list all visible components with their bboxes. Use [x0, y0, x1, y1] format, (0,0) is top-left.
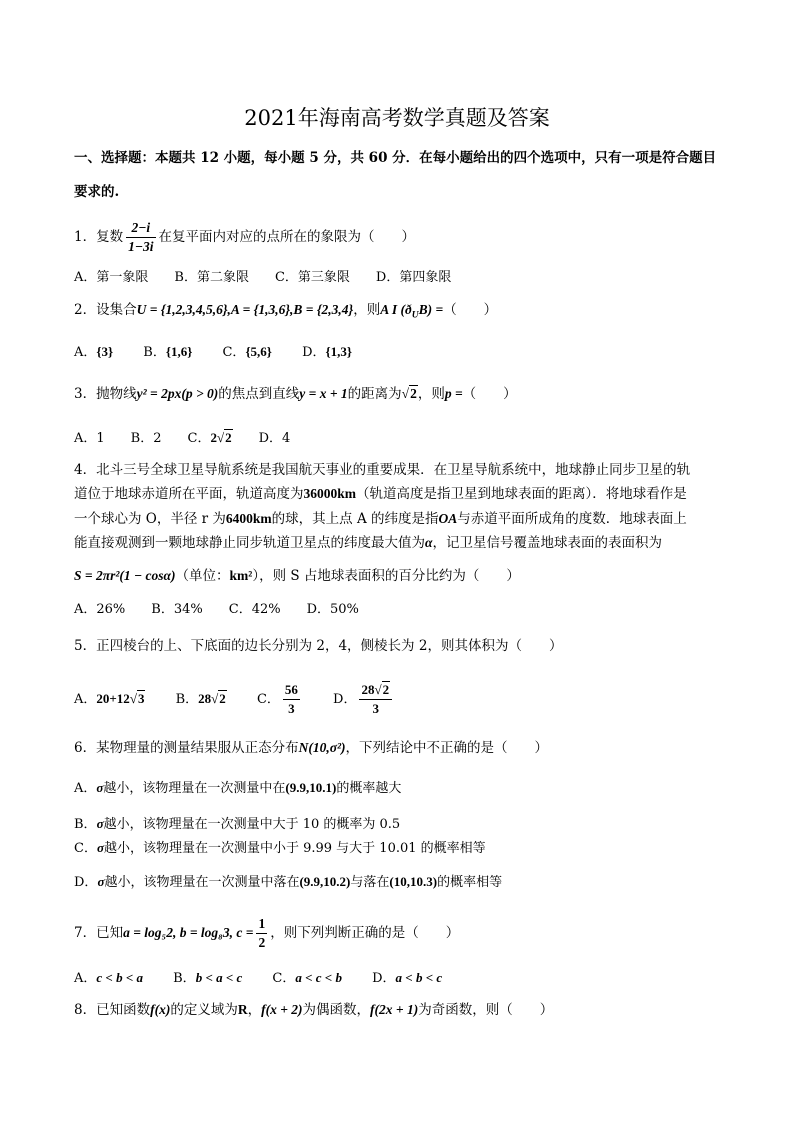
- q2-option-d: D．{1,3}: [302, 344, 353, 360]
- q3-option-a: A．1: [74, 431, 105, 446]
- q7-option-c: C．a < c < b: [272, 970, 342, 986]
- q2-option-a: A．{3}: [74, 344, 114, 360]
- q1-option-b: B．第二象限: [174, 270, 249, 285]
- q6-option-b: B．σ越小，该物理量在一次测量中大于 10 的概率为 0.5: [74, 816, 401, 832]
- q2-options: [74, 342, 378, 363]
- q1-option-d: D．第四象限: [375, 270, 452, 285]
- q2-option-b: B．{1,6}: [143, 344, 193, 360]
- q4-line-5: S = 2πr²(1 − cosα)（单位：km²），则 S 占地球表面积的百分比约为（ ）: [74, 568, 520, 584]
- q6-option-a: A．σ越小，该物理量在一次测量中在(9.9,10.1)的概率越大: [74, 780, 402, 796]
- q5-option-b: B．28√2: [175, 691, 226, 707]
- q4-option-a: A．26%: [74, 602, 126, 617]
- q3-option-d: D．4: [258, 431, 291, 446]
- q4-option-b: B．34%: [151, 602, 203, 617]
- q5-option-a: A．20+12√3: [74, 691, 145, 707]
- question-2: 2．设集合U = {1,2,3,4,5,6},A = {1,3,6},B = {2,3,4}，则A I $(ð_UB)$ =（ ）: [74, 302, 498, 321]
- page-title: 2021年海南高考数学真题及答案: [244, 106, 550, 130]
- section-heading-line1: 一、选择题：本题共 12 小题，每小题 5 分，共 60 分．在每小题给出的四个选项中，只有一项是符合题目: [74, 150, 717, 166]
- q1-options: [74, 268, 477, 288]
- q6-option-d: D．σ越小，该物理量在一次测量中落在(9.9,10.2)与落在(10,10.3)的概率相等: [74, 874, 503, 890]
- question-8: 8．已知函数f(x)的定义域为R，f(x + 2)为偶函数，f(2x + 1)为奇函数，则（ ）: [74, 1002, 554, 1018]
- q7-option-d: D．a < b < c: [372, 970, 443, 986]
- q1-fraction: $\frac{2-i}{1-3i}$: [128, 220, 154, 254]
- q3-option-c: C．2√2: [187, 430, 232, 446]
- q3-option-b: B．2: [130, 431, 162, 446]
- q1-option-c: C．第三象限: [274, 270, 350, 285]
- q5-option-c: C． $\frac{56}{3}$: [256, 682, 298, 716]
- question-7: 7．已知a = log₅2, b = log₈3, c = $\frac{1}{2}$ ，则下列判断正确的是（ ）: [74, 916, 460, 950]
- q4-line-1: 4．北斗三号全球卫星导航系统是我国航天事业的重要成果．在卫星导航系统中，地球静止同步卫星的轨: [74, 462, 691, 478]
- q5-options: [74, 680, 421, 719]
- q4-line-4: 能直接观测到一颗地球静止同步轨道卫星点的纬度最大值为α，记卫星信号覆盖地球表面的表面积为: [74, 535, 662, 551]
- q2-option-c: C．{5,6}: [222, 344, 272, 360]
- question-5: 5．正四棱台的上、下底面的边长分别为 2，4，侧棱长为 2，则其体积为（ ）: [74, 638, 563, 654]
- q4-option-d: D．50%: [306, 602, 359, 617]
- q3-options: [74, 428, 316, 449]
- q7-option-b: B．b < a < c: [173, 970, 243, 986]
- q4-line-3: 一个球心为 O，半径 r 为6400km的球，其上点 A 的纬度是指OA与赤道平面所成角的度数．地球表面上: [74, 511, 687, 527]
- q4-options: [74, 600, 385, 620]
- q4-line-2: 道位于地球赤道所在平面，轨道高度为36000km（轨道高度是指卫星到地球表面的距离）．将地球看作是: [74, 486, 687, 502]
- q7-option-a: A．c < b < a: [74, 970, 143, 986]
- q6-option-c: C．σ越小，该物理量在一次测量中小于 9.99 与大于 10.01 的概率相等: [74, 840, 486, 856]
- question-3: 3．抛物线y² = 2px(p > 0)的焦点到直线y = x + 1的距离为√2，则p =（ ）: [74, 386, 517, 402]
- q5-option-d: D． $\frac{28√2}{3}$: [333, 681, 395, 719]
- section-heading-line2: 要求的.: [74, 184, 120, 200]
- question-6: 6．某物理量的测量结果服从正态分布N(10,σ²)，下列结论中不正确的是（ ）: [74, 740, 549, 756]
- q7-options: [74, 968, 468, 989]
- q1-option-a: A．第一象限: [74, 270, 149, 285]
- question-1: 1．复数 $\frac{2-i}{1-3i}$ 在复平面内对应的点所在的象限为（ ）: [74, 220, 416, 254]
- q4-option-c: C．42%: [228, 602, 281, 617]
